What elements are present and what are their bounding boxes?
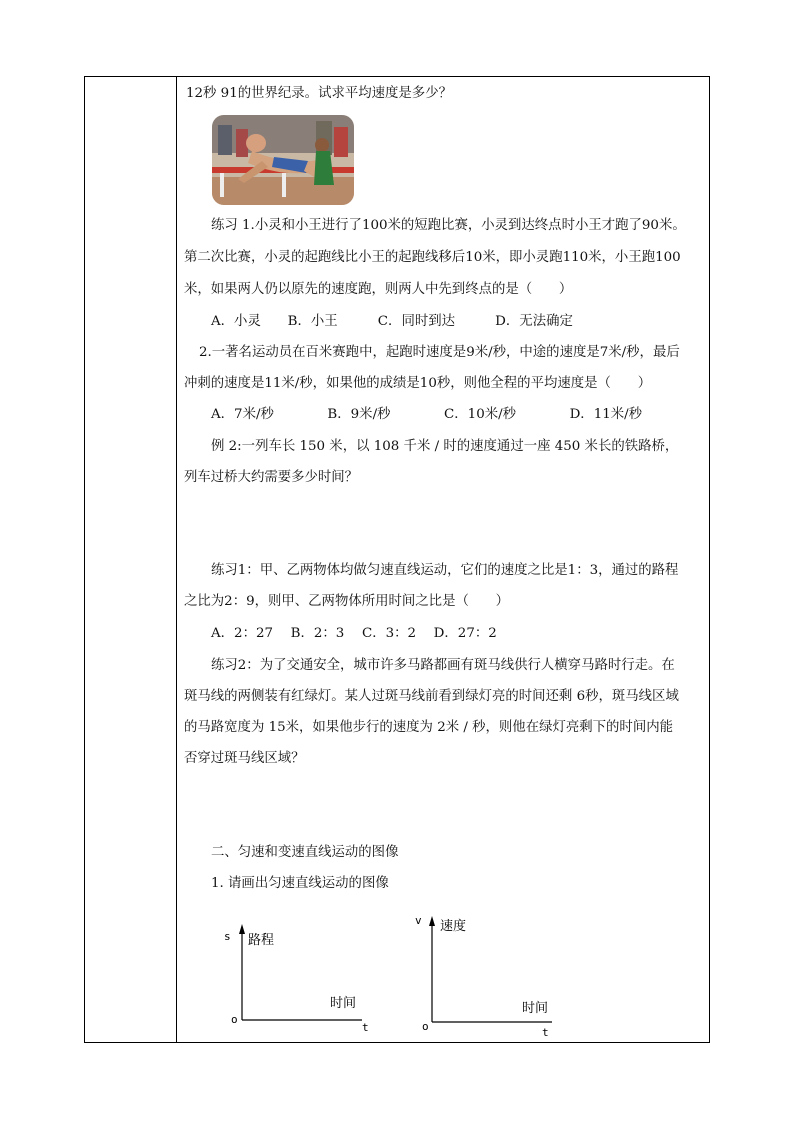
text-line-14: 练习2：为了交通安全，城市许多马路都画有斑马线供行人横穿马路时行走。在	[211, 658, 675, 673]
text-line-3: 第二次比赛，小灵的起跑线比小王的起跑线移后10米，即小灵跑110米，小王跑100	[184, 250, 681, 265]
time-label-1: 时间	[330, 996, 357, 1011]
text-line-17: 否穿过斑马线区域？	[184, 751, 305, 766]
s-axis-symbol: s	[224, 930, 231, 943]
table-column-divider	[176, 76, 177, 1043]
text-line-8: A．7米/秒 B．9米/秒 C．10米/秒 D．11米/秒	[211, 407, 643, 422]
s-t-graph	[222, 910, 372, 1040]
text-line-11: 练习1：甲、乙两物体均做匀速直线运动，它们的速度之比是1：3，通过的路程	[211, 563, 679, 578]
t-axis-symbol-2: t	[542, 1026, 549, 1039]
text-line-9: 例 2:一列车长 150 米，以 108 千米 / 时的速度通过一座 450 米长的铁路桥，	[211, 439, 679, 454]
text-line-5: A．小灵 B．小王 C．同时到达 D．无法确定	[211, 314, 573, 329]
section-heading: 二、匀速和变速直线运动的图像	[211, 845, 399, 860]
v-t-graph	[412, 910, 562, 1040]
text-line-2: 练习 1.小灵和小王进行了100米的短跑比赛，小灵到达终点时小王才跑了90米。	[211, 218, 686, 233]
text-line-10: 列车过桥大约需要多少时间？	[184, 470, 359, 485]
question-heading: 1. 请画出匀速直线运动的图像	[211, 876, 389, 891]
speed-label: 速度	[440, 919, 467, 934]
text-line-1: 12秒 91的世界纪录。试求平均速度是多少？	[186, 86, 452, 101]
time-label-2: 时间	[522, 1001, 549, 1016]
text-line-4: 米，如果两人仍以原先的速度跑，则两人中先到终点的是（ ）	[184, 282, 573, 297]
text-line-16: 的马路宽度为 15米，如果他步行的速度为 2米 / 秒，则他在绿灯亮剩下的时间内能	[184, 720, 673, 735]
text-line-12: 之比为2：9，则甲、乙两物体所用时间之比是（ ）	[184, 594, 510, 609]
origin-1: o	[231, 1013, 238, 1026]
t-axis-symbol-1: t	[362, 1021, 369, 1034]
text-line-7: 冲刺的速度是11米/秒，如果他的成绩是10秒，则他全程的平均速度是（ ）	[184, 376, 652, 391]
v-axis-symbol: v	[415, 914, 422, 927]
text-line-15: 斑马线的两侧装有红绿灯。某人过斑马线前看到绿灯亮的时间还剩 6秒，斑马线区域	[184, 689, 679, 704]
hurdle-race-photo	[212, 115, 354, 205]
text-line-6: 2.一著名运动员在百米赛跑中，起跑时速度是9米/秒，中途的速度是7米/秒，最后	[199, 345, 680, 360]
distance-label: 路程	[248, 933, 275, 948]
text-line-13: A．2：27 B．2：3 C．3：2 D．27：2	[211, 626, 497, 641]
origin-2: o	[422, 1020, 429, 1033]
